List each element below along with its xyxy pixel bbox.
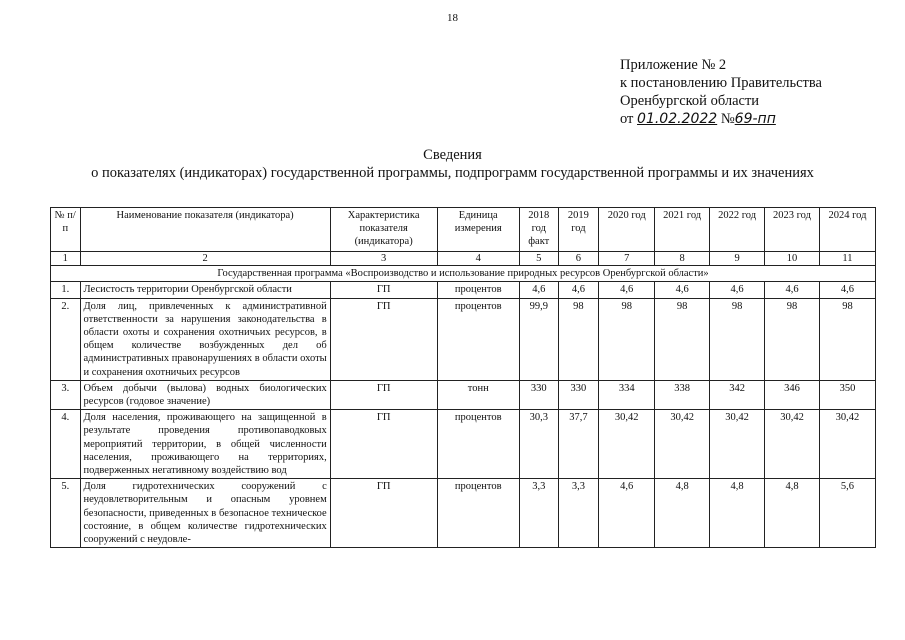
value-2024: 30,42	[819, 410, 875, 479]
column-number-row	[51, 252, 876, 266]
value-2023: 30,42	[765, 410, 820, 479]
appendix-line-3: Оренбургской области	[620, 93, 760, 109]
value-2023: 98	[765, 298, 820, 380]
indicator-characteristic: ГП	[330, 410, 437, 479]
header-row	[51, 208, 876, 252]
table-row	[51, 298, 876, 380]
table-row	[51, 380, 876, 409]
row-num: 2.	[51, 298, 81, 380]
value-2023: 4,6	[765, 282, 820, 298]
table-row	[51, 410, 876, 479]
header-2020: 2020 год	[599, 208, 655, 252]
value-2018: 30,3	[519, 410, 558, 479]
value-2022: 342	[710, 380, 765, 409]
row-num: 1.	[51, 282, 81, 298]
table-row	[51, 479, 876, 548]
value-2022: 30,42	[710, 410, 765, 479]
value-2022: 4,8	[710, 479, 765, 548]
header-2019: 2019 год	[558, 208, 599, 252]
column-number: 9	[710, 252, 765, 266]
value-2022: 98	[710, 298, 765, 380]
value-2020: 30,42	[599, 410, 655, 479]
indicator-name: Доля гидротехнических сооружений с неудовлетворительным и опасным уровнем безопасности, приведенных в безопасное техническое состояние, в общем количестве гидротехнических сооружений с неудовле-	[80, 479, 330, 548]
indicator-unit: процентов	[437, 282, 519, 298]
indicator-name: Доля населения, проживающего на защищенной в результате проведения противопаводковых мероприятий территории, в общей численности населения, проживающего на территориях, подверженных негативному воздействию вод	[80, 410, 330, 479]
indicator-name: Лесистость территории Оренбургской области	[80, 282, 330, 298]
indicator-characteristic: ГП	[330, 479, 437, 548]
column-number: 10	[765, 252, 820, 266]
column-number: 8	[655, 252, 710, 266]
indicator-characteristic: ГП	[330, 380, 437, 409]
value-2024: 5,6	[819, 479, 875, 548]
row-num: 3.	[51, 380, 81, 409]
table-row	[51, 282, 876, 298]
indicator-unit: тонн	[437, 380, 519, 409]
value-2019: 330	[558, 380, 599, 409]
title-line-1: Сведения	[423, 147, 482, 163]
value-2023: 4,8	[765, 479, 820, 548]
indicator-unit: процентов	[437, 298, 519, 380]
column-number: 7	[599, 252, 655, 266]
header-2024: 2024 год	[819, 208, 875, 252]
value-2019: 37,7	[558, 410, 599, 479]
column-number: 6	[558, 252, 599, 266]
header-2018: 2018 год факт	[519, 208, 558, 252]
value-2018: 4,6	[519, 282, 558, 298]
appendix-line-1: Приложение № 2	[620, 57, 727, 73]
program-title: Государственная программа «Воспроизводство и использование природных ресурсов Оренбургской области»	[51, 266, 876, 282]
header-characteristic: Характеристика показателя (индикатора)	[330, 208, 437, 252]
indicator-unit: процентов	[437, 479, 519, 548]
value-2024: 98	[819, 298, 875, 380]
value-2024: 350	[819, 380, 875, 409]
appendix-block	[620, 56, 822, 128]
value-2021: 98	[655, 298, 710, 380]
value-2018: 330	[519, 380, 558, 409]
title-line-2: о показателях (индикаторах) государственной программы, подпрограмм государственной программы и их значениях	[91, 165, 814, 181]
value-2022: 4,6	[710, 282, 765, 298]
column-number: 5	[519, 252, 558, 266]
value-2018: 3,3	[519, 479, 558, 548]
column-number: 11	[819, 252, 875, 266]
row-num: 5.	[51, 479, 81, 548]
value-2021: 4,6	[655, 282, 710, 298]
header-name: Наименование показателя (индикатора)	[80, 208, 330, 252]
value-2018: 99,9	[519, 298, 558, 380]
column-number: 1	[51, 252, 81, 266]
indicator-unit: процентов	[437, 410, 519, 479]
indicators-table	[50, 207, 876, 548]
handwritten-date: 01.02.2022	[637, 111, 718, 127]
row-num: 4.	[51, 410, 81, 479]
indicator-characteristic: ГП	[330, 298, 437, 380]
header-num: № п/п	[51, 208, 81, 252]
header-2021: 2021 год	[655, 208, 710, 252]
header-2023: 2023 год	[765, 208, 820, 252]
indicator-name: Доля лиц, привлеченных к административной ответственности за нарушения законодательства в области охоты и сохранения охотничьих ресурсов, в общем количестве возбужденных дел об административных правонарушениях в области охоты и сохранения охотничьих ресурсов	[80, 298, 330, 380]
header-unit: Единица измерения	[437, 208, 519, 252]
value-2021: 4,8	[655, 479, 710, 548]
value-2021: 30,42	[655, 410, 710, 479]
value-2019: 98	[558, 298, 599, 380]
column-number: 2	[80, 252, 330, 266]
value-2023: 346	[765, 380, 820, 409]
indicator-name: Объем добычи (вылова) водных биологических ресурсов (годовое значение)	[80, 380, 330, 409]
value-2020: 334	[599, 380, 655, 409]
indicator-characteristic: ГП	[330, 282, 437, 298]
appendix-date-line	[620, 110, 822, 128]
value-2024: 4,6	[819, 282, 875, 298]
value-2020: 4,6	[599, 479, 655, 548]
date-prefix: от	[620, 111, 634, 127]
document-title	[0, 146, 905, 182]
page-number: 18	[447, 12, 458, 24]
appendix-line-2: к постановлению Правительства	[620, 75, 822, 91]
column-number: 4	[437, 252, 519, 266]
header-2022: 2022 год	[710, 208, 765, 252]
program-title-row	[51, 266, 876, 282]
value-2020: 98	[599, 298, 655, 380]
number-prefix: №	[720, 111, 735, 127]
value-2020: 4,6	[599, 282, 655, 298]
handwritten-number: 69-пп	[734, 111, 776, 127]
value-2019: 3,3	[558, 479, 599, 548]
value-2019: 4,6	[558, 282, 599, 298]
value-2021: 338	[655, 380, 710, 409]
column-number: 3	[330, 252, 437, 266]
